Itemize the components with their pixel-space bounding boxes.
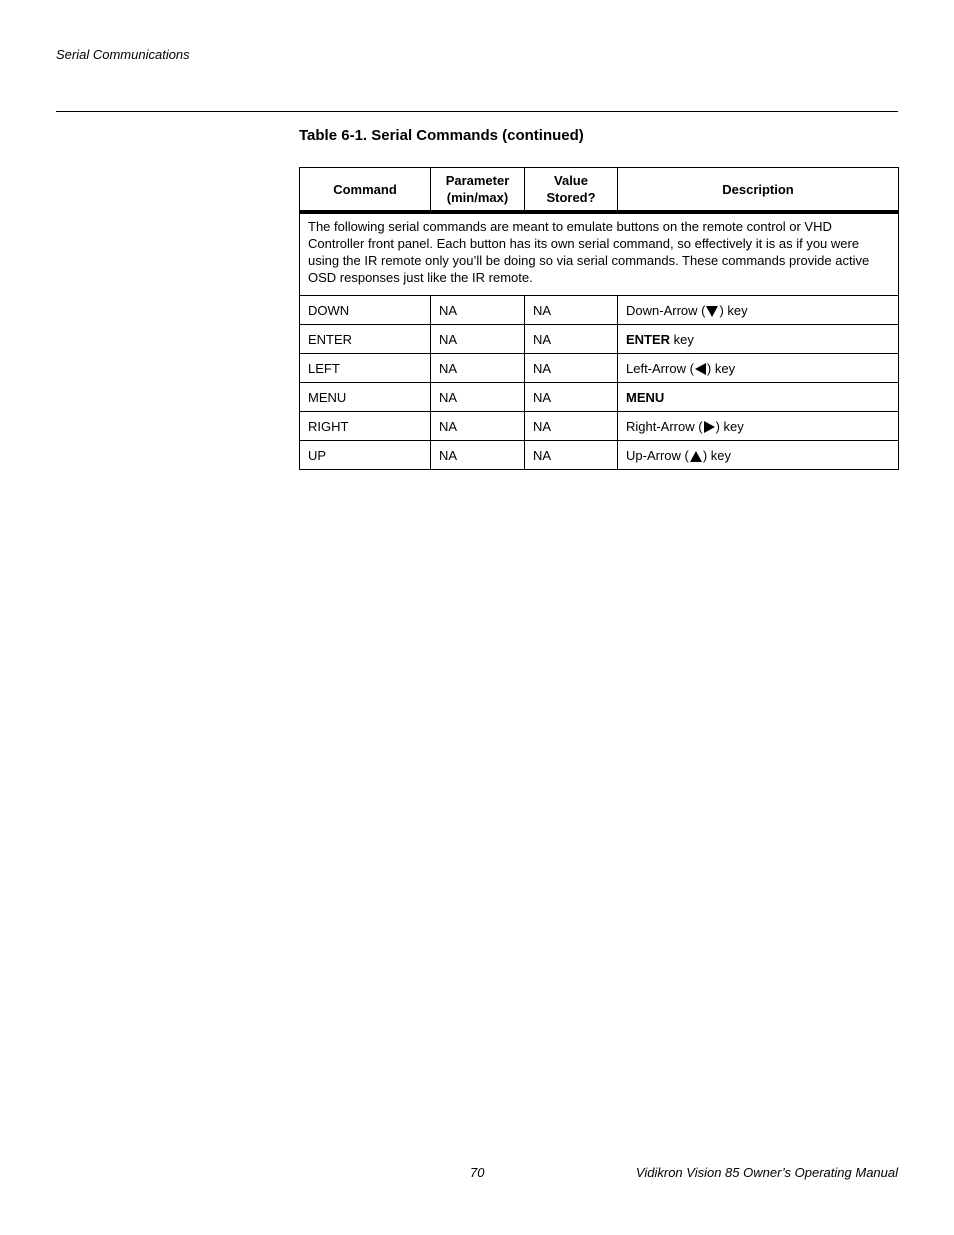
value-stored-cell: NA xyxy=(525,325,618,354)
description-text: key xyxy=(670,331,694,347)
description-cell xyxy=(618,325,899,354)
column-header-description-label: Description xyxy=(722,181,794,197)
command-cell: DOWN xyxy=(300,296,431,325)
parameter-cell: NA xyxy=(431,354,525,383)
description-text: Right-Arrow ( xyxy=(626,418,703,434)
description-text: Left-Arrow ( xyxy=(626,360,694,376)
column-header-parameter-line1: Parameter xyxy=(445,173,510,188)
left-arrow-icon xyxy=(695,363,706,375)
parameter-cell: NA xyxy=(431,412,525,441)
description-cell xyxy=(618,354,899,383)
table-row xyxy=(300,296,899,325)
parameter-cell: NA xyxy=(431,325,525,354)
table-row xyxy=(300,383,899,412)
command-cell: ENTER xyxy=(300,325,431,354)
description-text: ) key xyxy=(702,447,732,463)
column-header-value-line2: Stored? xyxy=(546,190,596,205)
value-stored-cell: NA xyxy=(525,383,618,412)
column-header-command-label: Command xyxy=(333,181,397,197)
value-stored-cell: NA xyxy=(525,412,618,441)
column-header-description xyxy=(618,168,899,213)
serial-commands-table xyxy=(299,167,899,470)
description-key-name: ENTER xyxy=(626,331,671,347)
table-row xyxy=(300,354,899,383)
description-text: Down-Arrow ( xyxy=(626,302,706,318)
description-text: ) key xyxy=(706,360,736,376)
table-row xyxy=(300,325,899,354)
page-number: 70 xyxy=(470,1165,485,1180)
parameter-cell: NA xyxy=(431,441,525,470)
header-rule xyxy=(56,111,898,112)
table-header-row xyxy=(300,168,899,213)
down-arrow-icon xyxy=(706,306,718,317)
description-cell xyxy=(618,383,899,412)
command-cell: RIGHT xyxy=(300,412,431,441)
up-arrow-icon xyxy=(690,451,702,462)
description-key-name: MENU xyxy=(626,389,665,405)
manual-title: Vidikron Vision 85 Owner’s Operating Manual xyxy=(635,1165,898,1180)
column-header-parameter-line2: (min/max) xyxy=(446,190,509,205)
table-row xyxy=(300,441,899,470)
table-title: Table 6-1. Serial Commands (continued) xyxy=(299,127,584,144)
column-header-parameter xyxy=(431,168,525,213)
column-header-value-stored xyxy=(525,168,618,213)
command-cell: LEFT xyxy=(300,354,431,383)
value-stored-cell: NA xyxy=(525,354,618,383)
description-text: Up-Arrow ( xyxy=(626,447,689,463)
value-stored-cell: NA xyxy=(525,441,618,470)
command-cell: MENU xyxy=(300,383,431,412)
table-row xyxy=(300,412,899,441)
intro-row xyxy=(300,212,899,296)
column-header-value-line1: Value xyxy=(554,173,588,188)
description-cell xyxy=(618,412,899,441)
column-header-command xyxy=(300,168,431,213)
intro-text: The following serial commands are meant to emulate buttons on the remote control or VHD Controller front panel. Each button has its own serial command, so effectively it is as if you were using the IR remote only you’ll be doing so via serial commands. These commands provide active OSD responses just like the IR remote. xyxy=(300,212,899,296)
right-arrow-icon xyxy=(704,421,715,433)
value-stored-cell: NA xyxy=(525,296,618,325)
parameter-cell: NA xyxy=(431,296,525,325)
description-cell xyxy=(618,296,899,325)
command-cell: UP xyxy=(300,441,431,470)
running-header: Serial Communications xyxy=(56,47,190,62)
parameter-cell: NA xyxy=(431,383,525,412)
description-cell xyxy=(618,441,899,470)
description-text: ) key xyxy=(719,302,748,318)
description-text: ) key xyxy=(715,418,744,434)
